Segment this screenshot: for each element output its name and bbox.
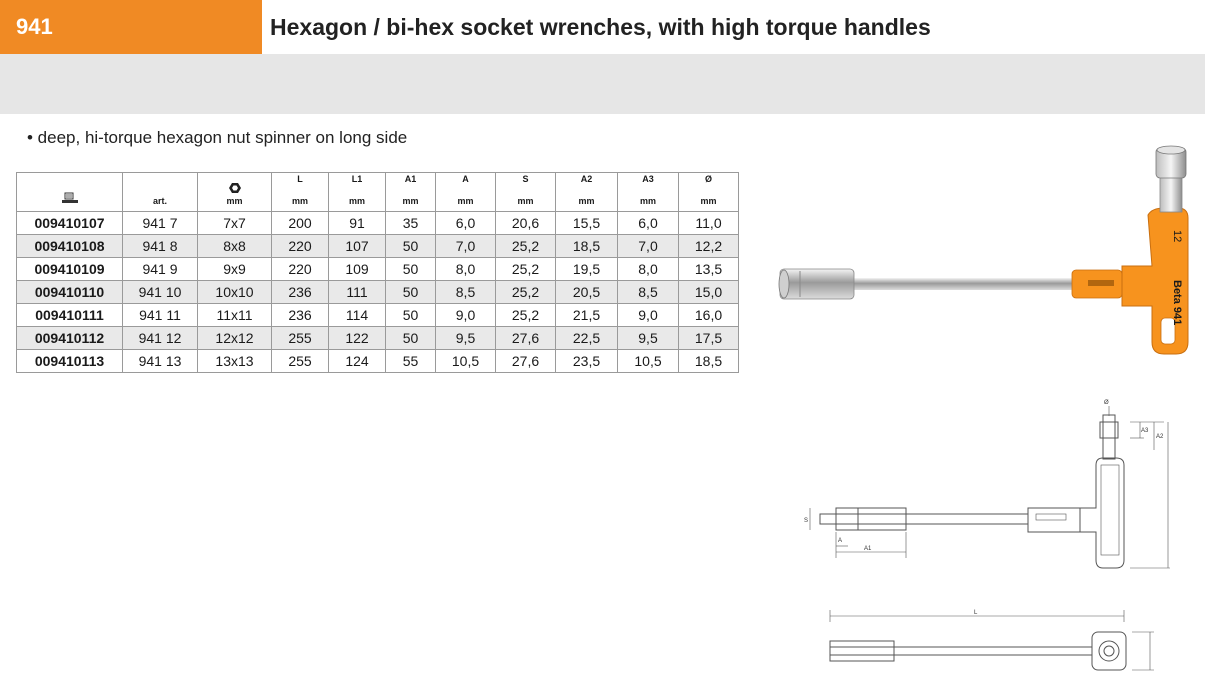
cell-a1: 35 [386,212,436,235]
cell-s: 20,6 [496,212,556,235]
dim-diameter-label: Ø [1104,400,1109,406]
cell-a2: 22,5 [556,327,618,350]
cell-code: 009410108 [17,235,123,258]
cell-l: 236 [272,281,329,304]
table-row [17,235,739,258]
cell-s: 25,2 [496,235,556,258]
cell-a1: 50 [386,235,436,258]
cell-art: 941 10 [123,281,198,304]
technical-drawing-front [810,406,1170,568]
cell-diameter: 15,0 [679,281,739,304]
cell-s: 27,6 [496,327,556,350]
dim-a3-label: A3 [1141,428,1149,434]
page-title: Hexagon / bi-hex socket wrenches, with high torque handles [270,14,931,40]
table-row [17,281,739,304]
cell-a: 6,0 [436,212,496,235]
cell-art: 941 11 [123,304,198,327]
col-header-a2: A2 mm [556,173,618,212]
cell-a1: 50 [386,281,436,304]
package-icon [62,192,78,204]
cell-s: 25,2 [496,304,556,327]
product-illustrations [760,120,1205,694]
cell-a3: 6,0 [618,212,679,235]
col-header-a1: A1 mm [386,173,436,212]
cell-diameter: 17,5 [679,327,739,350]
col-header-a3: A3 mm [618,173,679,212]
cell-code: 009410107 [17,212,123,235]
cell-l1: 124 [329,350,386,373]
table-row [17,258,739,281]
cell-diameter: 11,0 [679,212,739,235]
spec-table [16,172,739,373]
cell-l1: 107 [329,235,386,258]
table-row [17,304,739,327]
dim-a-label: A [838,538,843,544]
cell-a3: 10,5 [618,350,679,373]
col-header-l: L mm [272,173,329,212]
cell-l: 220 [272,235,329,258]
col-header-a: A mm [436,173,496,212]
cell-a2: 20,5 [556,281,618,304]
col-header-l1: L1 mm [329,173,386,212]
feature-bullet: • deep, hi-torque hexagon nut spinner on long side [27,128,408,147]
cell-code: 009410109 [17,258,123,281]
col-header-art: art. [123,173,198,212]
cell-a: 9,0 [436,304,496,327]
cell-socket: 12x12 [198,327,272,350]
technical-drawing-top [830,610,1154,670]
table-row [17,350,739,373]
cell-a2: 21,5 [556,304,618,327]
cell-l1: 122 [329,327,386,350]
cell-art: 941 7 [123,212,198,235]
handle-grip-mark [1088,280,1114,286]
cell-socket: 8x8 [198,235,272,258]
cell-a: 8,0 [436,258,496,281]
product-code: 941 [16,14,53,39]
cell-a1: 50 [386,304,436,327]
header-band [0,54,1205,114]
dim-l-label: L [974,610,978,616]
cell-socket: 7x7 [198,212,272,235]
cell-socket: 9x9 [198,258,272,281]
handle-size-mark: 12 [1171,230,1183,243]
cell-diameter: 16,0 [679,304,739,327]
cell-a1: 55 [386,350,436,373]
cell-a2: 23,5 [556,350,618,373]
cell-a: 8,5 [436,281,496,304]
cell-a2: 18,5 [556,235,618,258]
product-code-box [0,0,262,54]
cell-a3: 8,5 [618,281,679,304]
cell-code: 009410113 [17,350,123,373]
cell-a: 7,0 [436,235,496,258]
cell-s: 25,2 [496,258,556,281]
cell-diameter: 13,5 [679,258,739,281]
col-header-s: S mm [496,173,556,212]
cell-a3: 8,0 [618,258,679,281]
cell-art: 941 13 [123,350,198,373]
cell-code: 009410110 [17,281,123,304]
cell-art: 941 8 [123,235,198,258]
cell-a3: 9,0 [618,304,679,327]
cell-l: 255 [272,327,329,350]
cell-s: 27,6 [496,350,556,373]
cell-l1: 91 [329,212,386,235]
table-row [17,212,739,235]
cell-code: 009410112 [17,327,123,350]
cell-a1: 50 [386,327,436,350]
cell-socket: 11x11 [198,304,272,327]
hex-socket-icon [229,183,241,193]
cell-art: 941 12 [123,327,198,350]
cell-a2: 19,5 [556,258,618,281]
cell-l1: 114 [329,304,386,327]
cell-socket: 13x13 [198,350,272,373]
cell-socket: 10x10 [198,281,272,304]
cell-a: 9,5 [436,327,496,350]
cell-a3: 9,5 [618,327,679,350]
table-row [17,327,739,350]
col-header-code [17,173,123,212]
cell-a1: 50 [386,258,436,281]
cell-l1: 111 [329,281,386,304]
table-header-row [17,173,739,212]
cell-s: 25,2 [496,281,556,304]
col-header-socket: mm [198,173,272,212]
cell-code: 009410111 [17,304,123,327]
cell-l: 236 [272,304,329,327]
cell-a2: 15,5 [556,212,618,235]
cell-l: 255 [272,350,329,373]
cell-l: 200 [272,212,329,235]
cell-a3: 7,0 [618,235,679,258]
cell-l: 220 [272,258,329,281]
dim-s-label: S [804,518,809,524]
cell-diameter: 18,5 [679,350,739,373]
product-photo [779,146,1188,354]
dim-a2-label: A2 [1156,434,1164,440]
dim-a1-label: A1 [864,546,872,552]
col-header-diameter: Ø mm [679,173,739,212]
cell-a: 10,5 [436,350,496,373]
handle-brand-text: Beta 941 [1171,280,1183,326]
cell-art: 941 9 [123,258,198,281]
cell-l1: 109 [329,258,386,281]
cell-diameter: 12,2 [679,235,739,258]
